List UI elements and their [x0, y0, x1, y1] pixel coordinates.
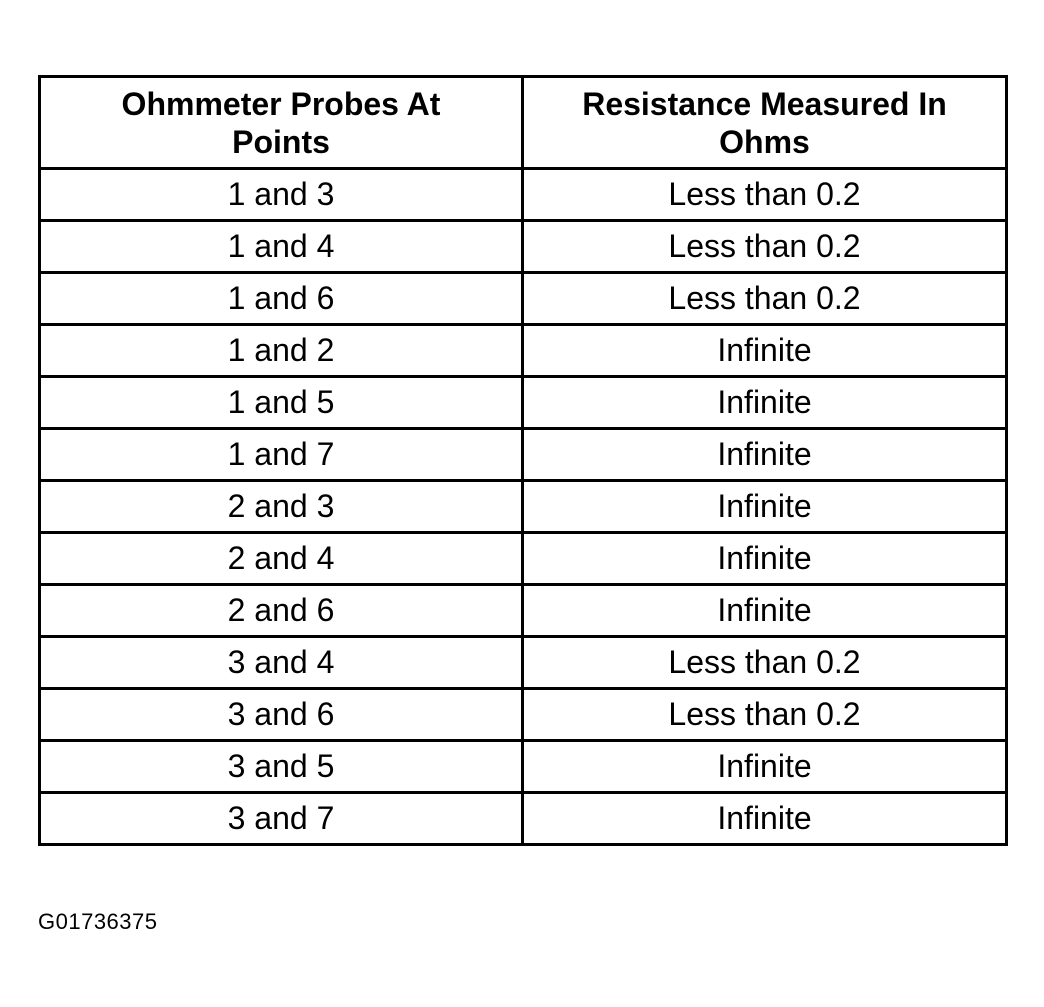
- probe-points-cell: 3 and 7: [40, 793, 523, 845]
- probe-points-cell: 1 and 5: [40, 377, 523, 429]
- resistance-table: [38, 75, 1008, 846]
- resistance-cell: Less than 0.2: [523, 169, 1007, 221]
- probe-points-cell: 3 and 6: [40, 689, 523, 741]
- resistance-cell: Less than 0.2: [523, 637, 1007, 689]
- probe-points-cell: 3 and 4: [40, 637, 523, 689]
- probe-points-cell: 1 and 2: [40, 325, 523, 377]
- table-row: [40, 429, 1007, 481]
- resistance-cell: Infinite: [523, 429, 1007, 481]
- resistance-cell: Less than 0.2: [523, 273, 1007, 325]
- header-resistance-label: Resistance Measured In Ohms: [582, 85, 947, 160]
- table-row: [40, 273, 1007, 325]
- resistance-cell: Infinite: [523, 377, 1007, 429]
- probe-points-cell: 1 and 6: [40, 273, 523, 325]
- resistance-cell: Infinite: [523, 481, 1007, 533]
- figure-code: G01736375: [38, 909, 158, 934]
- header-resistance: [523, 77, 1007, 169]
- table-row: [40, 325, 1007, 377]
- resistance-cell: Infinite: [523, 533, 1007, 585]
- table-row: [40, 221, 1007, 273]
- resistance-cell: Less than 0.2: [523, 221, 1007, 273]
- table-row: [40, 793, 1007, 845]
- probe-points-cell: 1 and 7: [40, 429, 523, 481]
- table-header-row: [40, 77, 1007, 169]
- probe-points-cell: 1 and 3: [40, 169, 523, 221]
- header-probe-points: [40, 77, 523, 169]
- header-probe-points-label: Ohmmeter Probes At Points: [121, 85, 441, 160]
- probe-points-cell: 2 and 3: [40, 481, 523, 533]
- resistance-cell: Infinite: [523, 741, 1007, 793]
- probe-points-cell: 2 and 4: [40, 533, 523, 585]
- table-row: [40, 169, 1007, 221]
- probe-points-cell: 1 and 4: [40, 221, 523, 273]
- resistance-cell: Infinite: [523, 585, 1007, 637]
- table-row: [40, 533, 1007, 585]
- table-row: [40, 481, 1007, 533]
- probe-points-cell: 2 and 6: [40, 585, 523, 637]
- resistance-cell: Less than 0.2: [523, 689, 1007, 741]
- table-row: [40, 741, 1007, 793]
- table-row: [40, 377, 1007, 429]
- table-row: [40, 637, 1007, 689]
- table-row: [40, 689, 1007, 741]
- resistance-cell: Infinite: [523, 793, 1007, 845]
- table-row: [40, 585, 1007, 637]
- probe-points-cell: 3 and 5: [40, 741, 523, 793]
- resistance-cell: Infinite: [523, 325, 1007, 377]
